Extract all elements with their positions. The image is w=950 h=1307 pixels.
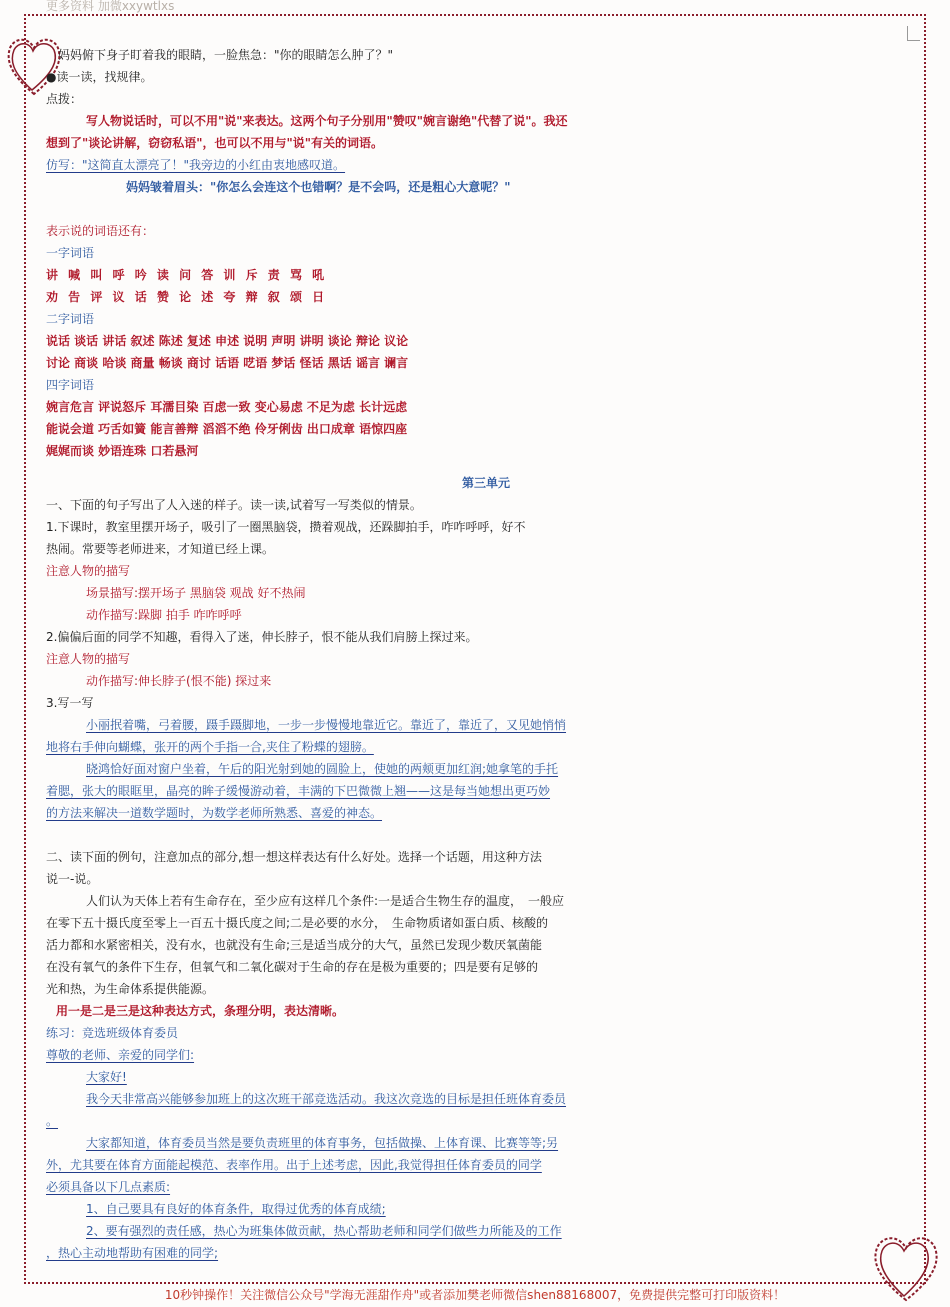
- text-line: 表示说的词语还有：: [46, 224, 155, 238]
- text-line: 说话 谈话 讲话 叙述 陈述 复述 申述 说明 声明 讲明 谈论 辩论 议论: [46, 334, 409, 348]
- text-line: 妈妈俯下身子盯着我的眼睛，一脸焦急："你的眼睛怎么肿了？": [58, 48, 394, 62]
- text-line: ，热心主动地帮助有困难的同学;: [46, 1246, 219, 1260]
- text-line: 一字词语: [46, 246, 95, 260]
- text-line: 场景描写:摆开场子 黑脑袋 观战 好不热闹: [86, 586, 306, 600]
- footer-notice: 10秒钟操作！关注微信公众号"学海无涯甜作舟"或者添加樊老师微信shen88168007，免费提供完整可打印版资料！: [164, 1288, 786, 1302]
- text-line: 说一-说。: [46, 872, 99, 886]
- text-line: 一、下面的句子写出了人入迷的样子。读一读,试着写一写类似的情景。: [46, 498, 422, 512]
- text-line: 的方法来解决一道数学题时，为数学老师所熟悉、喜爱的神态。: [46, 806, 383, 820]
- text-line: 晓鸿恰好面对窗户坐着，午后的阳光射到她的圆脸上，使她的两颊更加红润;她拿笔的手托: [86, 762, 559, 776]
- text-line: 讲 喊 叫 呼 吟 读 问 答 训 斥 责 骂 吼: [46, 268, 328, 282]
- text-line: 必须具备以下几点素质:: [46, 1180, 171, 1194]
- text-line: 活力都和水紧密相关，没有水，也就没有生命;三是适当成分的大气，虽然已发现少数厌氧菌能: [46, 938, 543, 952]
- text-line: 3.写一写: [46, 696, 94, 710]
- text-line: 练习：竞选班级体育委员: [46, 1026, 179, 1040]
- text-line: 讨论 商谈 哈谈 商量 畅谈 商讨 话语 呓语 梦话 怪话 黑话 谣言 谰言: [46, 356, 409, 370]
- text-line: 人们认为天体上若有生命存在，至少应有这样几个条件:一是适合生物生存的温度， 一般应: [86, 894, 565, 908]
- text-line: 外，尤其要在体育方面能起模范、表率作用。出于上述考虑，因此,我觉得担任体育委员的同学: [46, 1158, 542, 1172]
- text-line: 2.偏偏后面的同学不知趣，看得入了迷，伸长脖子，恨不能从我们肩膀上探过来。: [46, 630, 478, 644]
- text-line: 大家都知道，体育委员当然是要负责班里的体育事务，包括做操、上体育课、比赛等等;另: [86, 1136, 559, 1150]
- text-line: 尊敬的老师、亲爱的同学们:: [46, 1048, 195, 1062]
- text-line: 二、读下面的例句，注意加点的部分,想一想这样表达有什么好处。选择一个话题，用这种方法: [46, 850, 542, 864]
- text-line: 1、自己要具有良好的体育条件，取得过优秀的体育成绩;: [86, 1202, 386, 1216]
- text-line: ●读一读，找规律。: [46, 70, 153, 84]
- text-line: 四字词语: [46, 378, 95, 392]
- text-line: 婉言危言 评说怒斥 耳濡目染 百虑一致 变心易虑 不足为虑 长计远虑: [46, 400, 408, 414]
- text-line: 动作描写:伸长脖子(恨不能) 探过来: [86, 674, 272, 688]
- text-line: 着腮，张大的眼眶里，晶亮的眸子缓慢游动着，丰满的下巴微微上翘——这是每当她想出更巧妙: [46, 784, 551, 798]
- section-title: 第三单元: [461, 476, 510, 490]
- text-line: 2、要有强烈的责任感，热心为班集体做贡献，热心帮助老师和同学们做些力所能及的工作: [86, 1224, 562, 1238]
- text-line: 劝 告 评 议 话 赞 论 述 夸 辩 叙 颂 日: [46, 290, 328, 304]
- text-line: 大家好!: [86, 1070, 127, 1084]
- document-body: [46, 44, 926, 1264]
- text-line: 光和热，为生命体系提供能源。: [46, 982, 215, 996]
- text-line: 注意人物的描写: [46, 652, 131, 666]
- text-line: 点拨：: [46, 92, 83, 106]
- text-line: 用一是二是三是这种表达方式，条理分明，表达清晰。: [56, 1004, 345, 1018]
- text-line: 在零下五十摄氏度至零上一百五十摄氏度之间;二是必要的水分， 生命物质诸如蛋白质、核酸的: [46, 916, 549, 930]
- text-line: 妈妈皱着眉头："你怎么会连这个也错啊？是不会吗，还是粗心大意呢？": [126, 180, 511, 194]
- text-line: 我今天非常高兴能够参加班上的这次班干部竞选活动。我这次竞选的目标是担任班体育委员: [86, 1092, 567, 1106]
- page-corner-mark: [907, 26, 920, 41]
- text-line: 能说会道 巧舌如簧 能言善辩 滔滔不绝 伶牙俐齿 出口成章 语惊四座: [46, 422, 408, 436]
- text-line: 1.下课时，教室里摆开场子，吸引了一圈黑脑袋，攒着观战，还跺脚拍手，咋咋呼呼，好不: [46, 520, 526, 534]
- text-line: 注意人物的描写: [46, 564, 131, 578]
- text-line: 写人物说话时，可以不用"说"来表达。这两个句子分别用"赞叹"婉言谢绝"代替了说"。我还: [86, 114, 568, 128]
- text-line: 小丽抿着嘴，弓着腰，蹑手蹑脚地，一步一步慢慢地靠近它。靠近了，靠近了，又见她悄悄: [86, 718, 567, 732]
- text-line: 想到了"谈论讲解，窃窃私语"，也可以不用与"说"有关的词语。: [46, 136, 384, 150]
- text-line: 二字词语: [46, 312, 95, 326]
- text-line: 热闹。常要等老师进来，才知道已经上课。: [46, 542, 275, 556]
- text-line: 仿写："这简直太漂亮了！"我旁边的小红由衷地感叹道。: [46, 158, 346, 172]
- text-line: 地将右手伸向蝴蝶，张开的两个手指一合,夹住了粉蝶的翅膀。: [46, 740, 374, 754]
- top-watermark: 更多资料 加微xxywtlxs: [46, 0, 175, 13]
- text-line: 在没有氧气的条件下生存，但氧气和二氧化碳对于生命的存在是极为重要的；四是要有足够的: [46, 960, 539, 974]
- text-line: 娓娓而谈 妙语连珠 口若悬河: [46, 444, 199, 458]
- text-line: 动作描写:跺脚 拍手 咋咋呼呼: [86, 608, 242, 622]
- text-line: 。: [46, 1114, 59, 1128]
